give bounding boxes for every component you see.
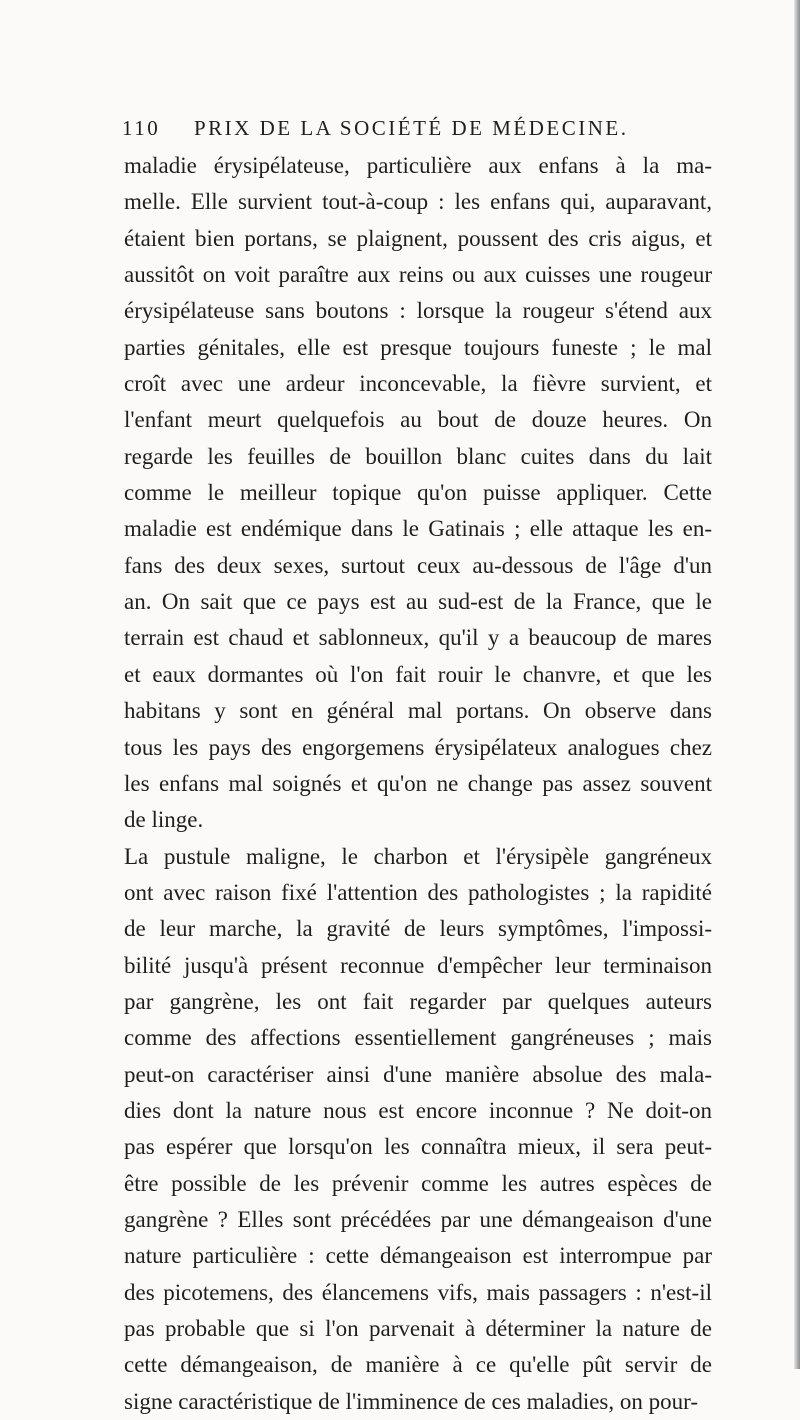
text-line: terrain est chaud et sablonneux, qu'il y a beaucoup de mares	[124, 625, 712, 651]
text-line: an. On sait que ce pays est au sud-est de la France, que le	[124, 589, 712, 615]
text-line: gangrène ? Elles sont précédées par une démangeaison d'une	[124, 1206, 712, 1232]
text-line: maladie érysipélateuse, particulière aux enfans à la ma-	[124, 153, 712, 178]
text-line: signe caractéristique de l'imminence de ces maladies, on pour-	[124, 1388, 698, 1414]
page-number: 110	[122, 116, 161, 140]
text-line: maladie est endémique dans le Gatinais ; elle attaque les en-	[124, 516, 712, 542]
text-line: pas probable que si l'on parvenait à déterminer la nature de	[124, 1316, 712, 1341]
text-line: de leur marche, la gravité de leurs symptômes, l'impossi-	[124, 916, 712, 942]
text-line: des picotemens, des élancemens vifs, mais passagers : n'est-il	[124, 1279, 712, 1305]
text-line: cette démangeaison, de manière à ce qu'elle pût servir de	[124, 1352, 712, 1378]
body-text	[124, 148, 712, 1420]
text-line: croît avec une ardeur inconcevable, la fièvre survient, et	[124, 371, 712, 397]
text-line: parties génitales, elle est presque toujours funeste ; le mal	[124, 334, 712, 360]
page-edge-shadow	[794, 0, 800, 1369]
text-line: tous les pays des engorgemens érysipélateux analogues chez	[124, 734, 712, 760]
text-line: par gangrène, les ont fait regarder par quelques auteurs	[124, 988, 712, 1014]
text-line: regarde les feuilles de bouillon blanc cuites dans du lait	[124, 443, 712, 469]
text-line: de linge.	[124, 807, 204, 833]
running-title: PRIX DE LA SOCIÉTÉ DE MÉDECINE.	[194, 116, 629, 140]
text-line: pas espérer que lorsqu'on les connaîtra mieux, il sera peut-	[124, 1134, 712, 1160]
text-line: érysipélateuse sans boutons : lorsque la rougeur s'étend aux	[124, 298, 712, 324]
text-line: aussitôt on voit paraître aux reins ou aux cuisses une rougeur	[124, 262, 712, 288]
text-line: habitans y sont en général mal portans. On observe dans	[124, 698, 712, 724]
text-line: peut-on caractériser ainsi d'une manière absolue des mala-	[124, 1061, 712, 1087]
text-line: ont avec raison fixé l'attention des pathologistes ; la rapidité	[124, 879, 712, 905]
text-line: bilité jusqu'à présent reconnue d'empêcher leur terminaison	[124, 952, 712, 978]
text-line: dies dont la nature nous est encore inconnue ? Ne doit-on	[124, 1097, 712, 1123]
text-line: La pustule maligne, le charbon et l'érysipèle gangréneux	[124, 843, 712, 869]
running-header	[122, 116, 702, 141]
text-line: nature particulière : cette démangeaison est interrompue par	[124, 1243, 712, 1269]
text-line: et eaux dormantes où l'on fait rouir le chanvre, et que les	[124, 661, 712, 687]
text-line: l'enfant meurt quelquefois au bout de douze heures. On	[124, 407, 712, 433]
text-line: être possible de les prévenir comme les autres espèces de	[124, 1170, 712, 1196]
text-line: étaient bien portans, se plaignent, poussent des cris aigus, et	[124, 225, 712, 251]
text-line: fans des deux sexes, surtout ceux au-dessous de l'âge d'un	[124, 552, 712, 578]
text-line: comme des affections essentiellement gangréneuses ; mais	[124, 1025, 712, 1051]
text-line: les enfans mal soignés et qu'on ne change pas assez souvent	[124, 770, 712, 796]
text-line: melle. Elle survient tout-à-coup : les enfans qui, auparavant,	[124, 189, 712, 215]
text-line: comme le meilleur topique qu'on puisse appliquer. Cette	[124, 480, 712, 506]
